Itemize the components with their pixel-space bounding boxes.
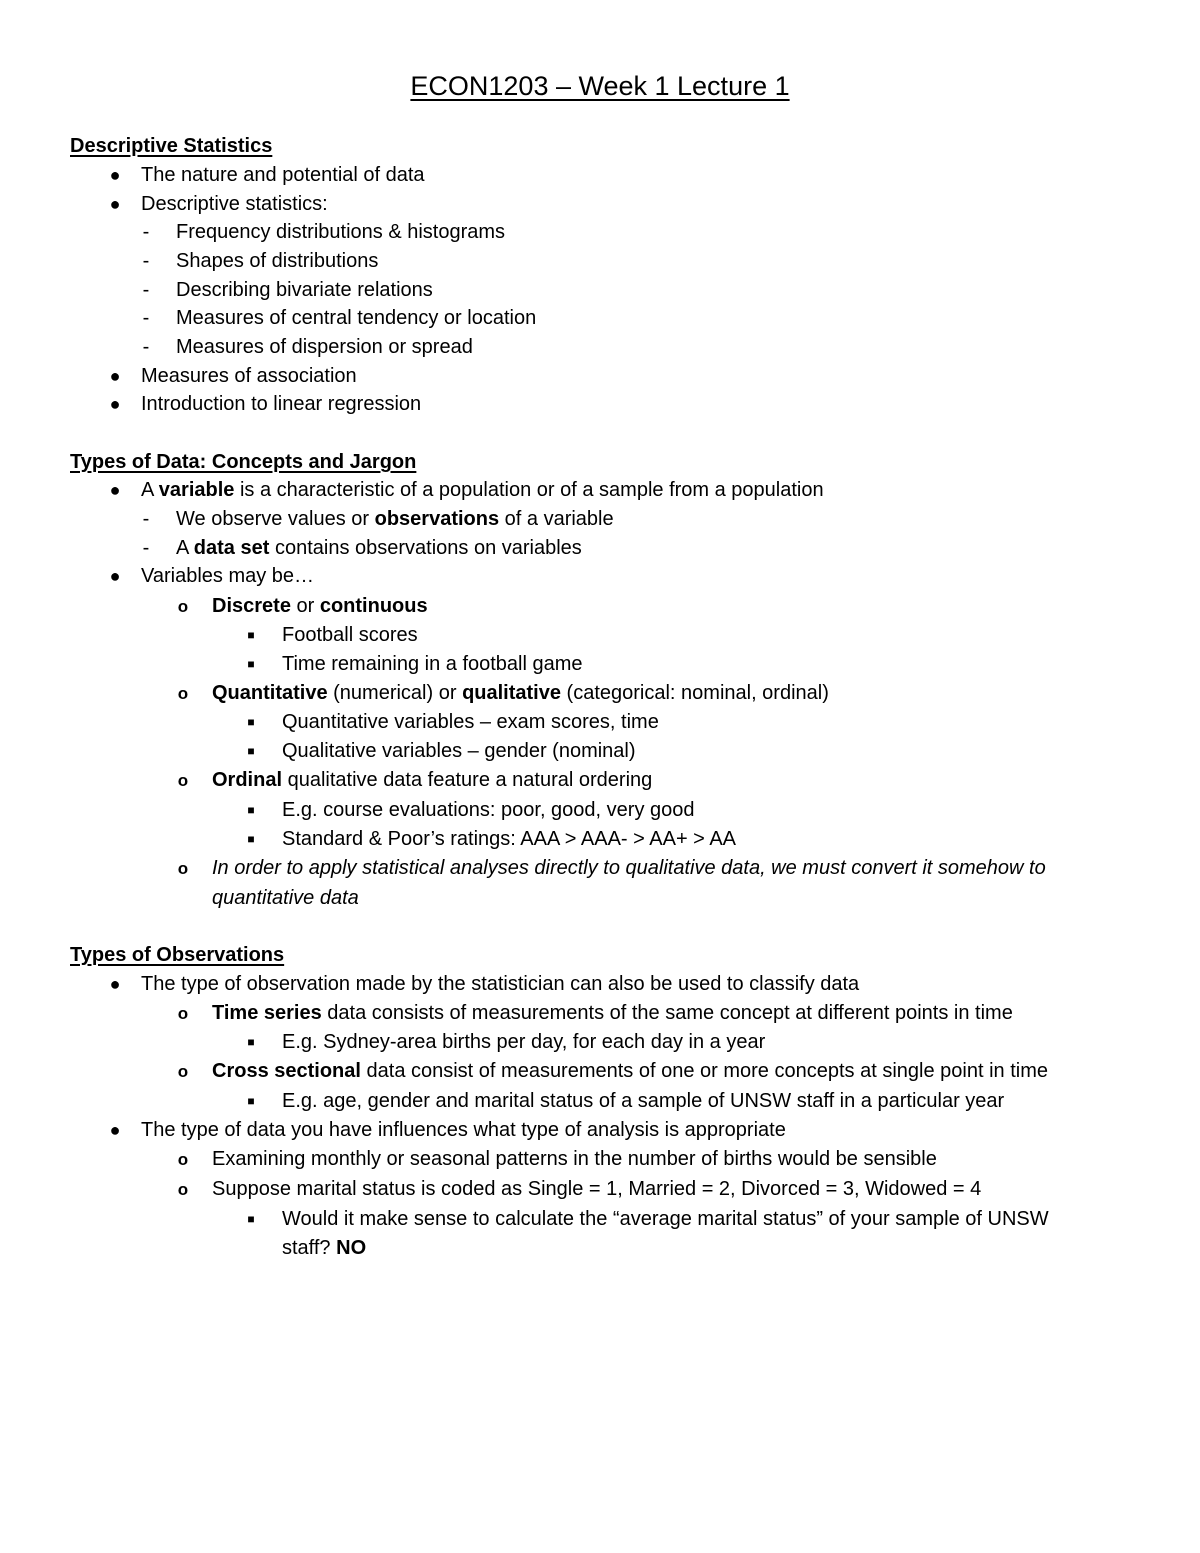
list-item: Quantitative variables – exam scores, time bbox=[282, 711, 659, 733]
bold-term: Cross sectional bbox=[212, 1060, 361, 1082]
list-item: Shapes of distributions bbox=[176, 250, 379, 272]
square-bullet-icon: ■ bbox=[247, 715, 255, 729]
dash-icon: - bbox=[142, 250, 150, 272]
list-item: Examining monthly or seasonal patterns in the number of births would be sensible bbox=[212, 1148, 937, 1170]
list-item: Introduction to linear regression bbox=[141, 393, 422, 415]
square-bullet-icon: ■ bbox=[247, 832, 255, 846]
square-bullet-icon: ■ bbox=[247, 628, 255, 642]
square-bullet-icon: ■ bbox=[247, 744, 255, 758]
text-run: data consists of measurements of the same concept at different points in time bbox=[321, 1002, 1013, 1024]
list-item bbox=[212, 1057, 1048, 1086]
circle-bullet-icon: o bbox=[177, 1150, 189, 1169]
list-item bbox=[212, 679, 829, 708]
text-run: contains observations on variables bbox=[269, 537, 582, 559]
text-run: A bbox=[176, 537, 194, 559]
circle-bullet-icon: o bbox=[177, 684, 189, 703]
circle-bullet-icon: o bbox=[177, 1180, 189, 1199]
document-title: ECON1203 – Week 1 Lecture 1 bbox=[410, 71, 790, 101]
list-item: In order to apply statistical analyses directly to qualitative data, we must convert it somehow to bbox=[212, 857, 1046, 879]
list-item: Describing bivariate relations bbox=[176, 279, 433, 301]
square-bullet-icon: ■ bbox=[247, 1035, 255, 1049]
text-run: A bbox=[141, 479, 159, 501]
circle-bullet-icon: o bbox=[177, 597, 189, 616]
list-item: Suppose marital status is coded as Single = 1, Married = 2, Divorced = 3, Widowed = 4 bbox=[212, 1178, 982, 1200]
bullet-icon: ● bbox=[109, 366, 121, 386]
list-item: Would it make sense to calculate the “average marital status” of your sample of UNSW bbox=[282, 1208, 1049, 1230]
list-item: Measures of dispersion or spread bbox=[176, 336, 473, 358]
dash-icon: - bbox=[142, 307, 150, 329]
bold-term: Quantitative bbox=[212, 682, 328, 704]
list-item: E.g. age, gender and marital status of a sample of UNSW staff in a particular year bbox=[282, 1090, 1005, 1112]
bullet-icon: ● bbox=[109, 194, 121, 214]
list-item: E.g. Sydney-area births per day, for each day in a year bbox=[282, 1031, 766, 1053]
section-heading-types-of-observations: Types of Observations bbox=[70, 944, 285, 966]
text-run: (categorical: nominal, ordinal) bbox=[560, 682, 829, 704]
bullet-icon: ● bbox=[109, 1120, 121, 1140]
list-item: Descriptive statistics: bbox=[141, 193, 328, 215]
list-item: Qualitative variables – gender (nominal) bbox=[282, 740, 636, 762]
list-item-continuation: quantitative data bbox=[212, 887, 359, 909]
circle-bullet-icon: o bbox=[177, 1004, 189, 1023]
circle-bullet-icon: o bbox=[177, 1062, 189, 1081]
dash-icon: - bbox=[142, 279, 150, 301]
list-item bbox=[212, 999, 1013, 1028]
list-item bbox=[212, 766, 652, 795]
dash-icon: - bbox=[142, 508, 150, 530]
bold-term: qualitative bbox=[462, 682, 561, 704]
text-run: or bbox=[290, 595, 320, 617]
list-item: Football scores bbox=[282, 624, 418, 646]
bold-term: Discrete bbox=[212, 595, 291, 617]
square-bullet-icon: ■ bbox=[247, 657, 255, 671]
text-run: is a characteristic of a population or of a sample from a population bbox=[234, 479, 824, 501]
circle-bullet-icon: o bbox=[177, 771, 189, 790]
list-item: The type of data you have influences what type of analysis is appropriate bbox=[141, 1119, 786, 1141]
bullet-icon: ● bbox=[109, 165, 121, 185]
bold-term: observations bbox=[374, 508, 500, 530]
dash-icon: - bbox=[142, 537, 150, 559]
list-item bbox=[176, 534, 582, 563]
square-bullet-icon: ■ bbox=[247, 803, 255, 817]
text-run: (numerical) or bbox=[327, 682, 463, 704]
square-bullet-icon: ■ bbox=[247, 1212, 255, 1226]
square-bullet-icon: ■ bbox=[247, 1094, 255, 1108]
bullet-icon: ● bbox=[109, 480, 121, 500]
list-item: The nature and potential of data bbox=[141, 164, 425, 186]
bold-term: data set bbox=[193, 537, 270, 559]
bold-answer: NO bbox=[336, 1237, 367, 1259]
section-heading-types-of-data: Types of Data: Concepts and Jargon bbox=[70, 451, 417, 473]
text-run: We observe values or bbox=[176, 508, 375, 530]
list-item-continuation bbox=[282, 1234, 366, 1263]
text-run: data consist of measurements of one or more concepts at single point in time bbox=[360, 1060, 1048, 1082]
list-item: Variables may be… bbox=[141, 565, 315, 587]
list-item: E.g. course evaluations: poor, good, very good bbox=[282, 799, 695, 821]
list-item bbox=[141, 476, 824, 505]
text-run: qualitative data feature a natural ordering bbox=[282, 769, 653, 791]
dash-icon: - bbox=[142, 221, 150, 243]
bold-term: Ordinal bbox=[212, 769, 283, 791]
circle-bullet-icon: o bbox=[177, 859, 189, 878]
bullet-icon: ● bbox=[109, 394, 121, 414]
dash-icon: - bbox=[142, 336, 150, 358]
list-item bbox=[176, 505, 614, 534]
section-heading-descriptive-statistics: Descriptive Statistics bbox=[70, 135, 273, 157]
bold-term: Time series bbox=[212, 1002, 322, 1024]
list-item: Time remaining in a football game bbox=[282, 653, 583, 675]
bullet-icon: ● bbox=[109, 974, 121, 994]
list-item: Measures of association bbox=[141, 365, 357, 387]
text-run: staff? bbox=[282, 1237, 337, 1259]
bold-term: variable bbox=[158, 479, 235, 501]
list-item: Standard & Poor’s ratings: AAA > AAA- > AA+ > AA bbox=[282, 828, 736, 850]
list-item: Frequency distributions & histograms bbox=[176, 221, 506, 243]
bullet-icon: ● bbox=[109, 566, 121, 586]
list-item: Measures of central tendency or location bbox=[176, 307, 537, 329]
list-item bbox=[212, 592, 428, 621]
list-item: The type of observation made by the statistician can also be used to classify data bbox=[141, 973, 860, 995]
bold-term: continuous bbox=[319, 595, 428, 617]
text-run: of a variable bbox=[499, 508, 614, 530]
